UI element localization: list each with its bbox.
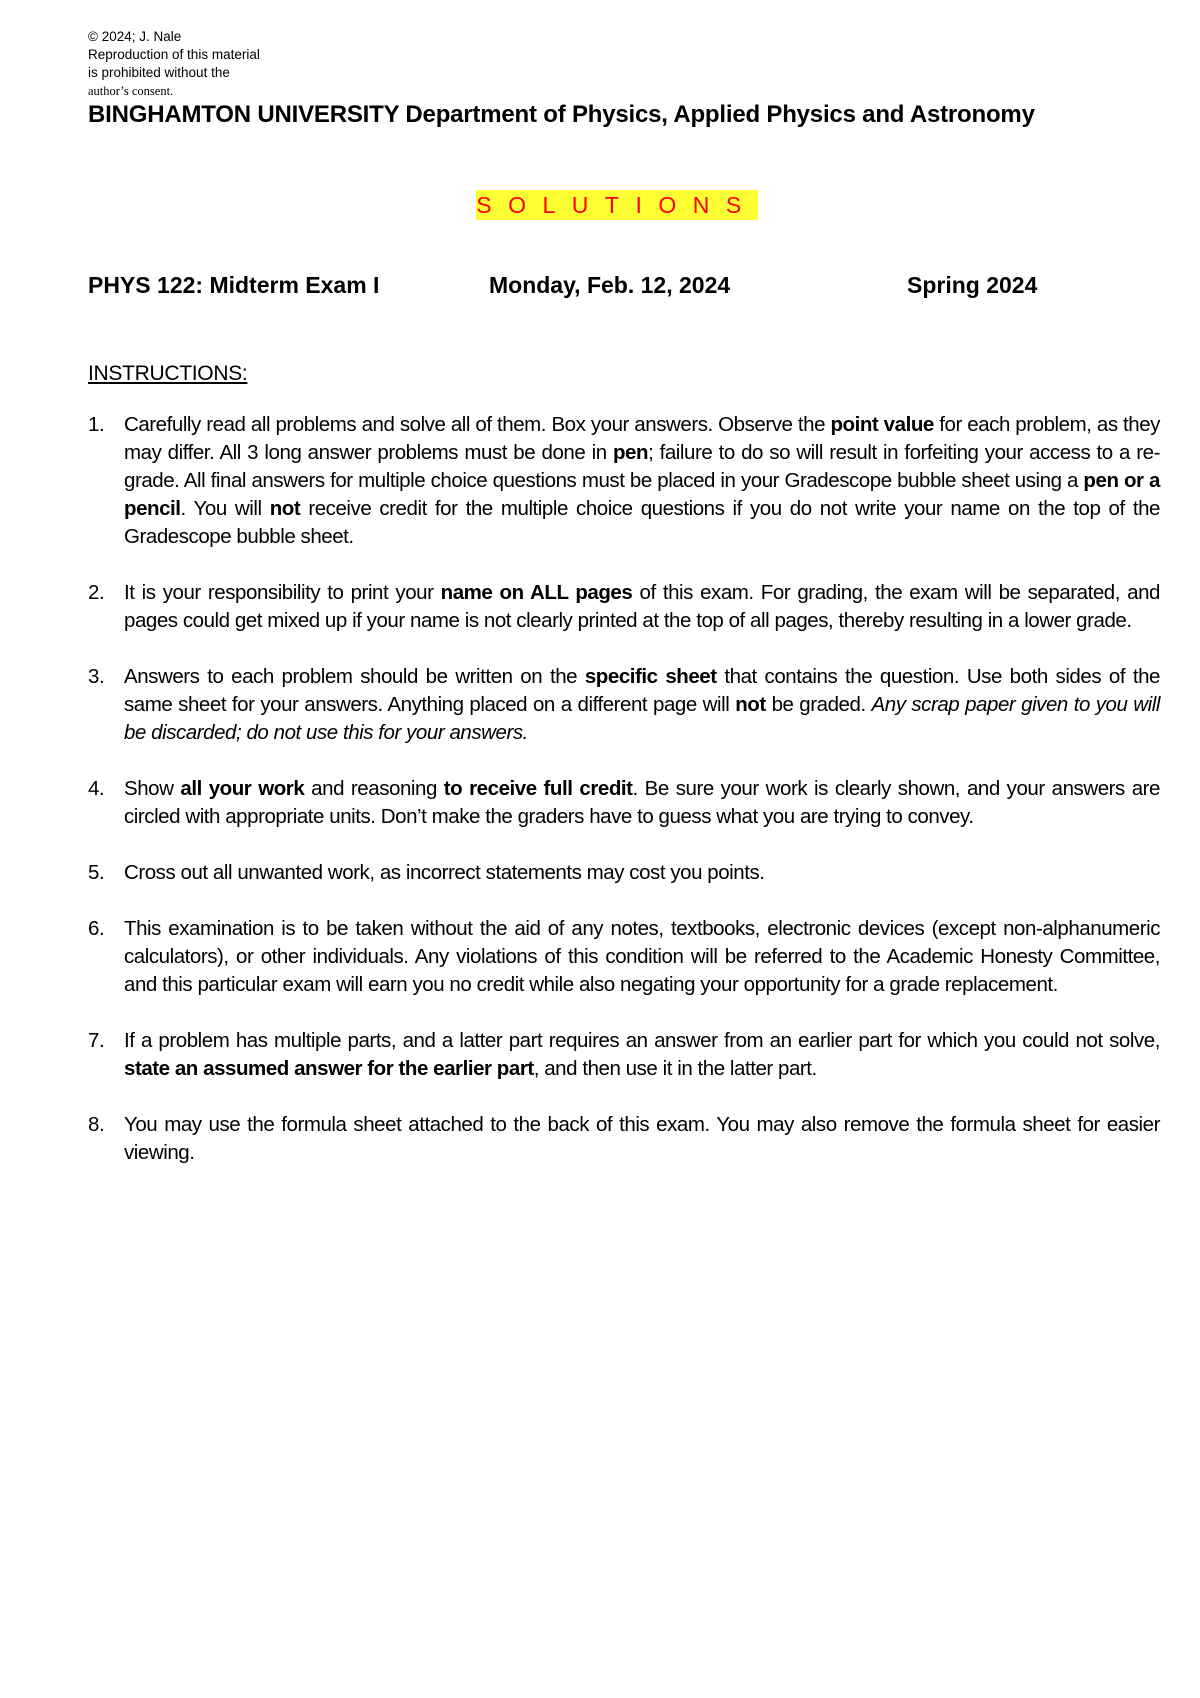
instruction-number: 4. xyxy=(88,777,105,800)
instruction-emphasis: pen or a pencil xyxy=(124,469,1160,520)
instruction-item xyxy=(88,859,1160,887)
instruction-item xyxy=(88,411,1160,551)
instruction-text: that contains the question. Use both sides of the same sheet for your answers. Anything placed on a different page will xyxy=(124,665,1160,716)
instruction-item xyxy=(88,1027,1160,1083)
instruction-text: This examination is to be taken without the aid of any notes, textbooks, electronic devices (except non-alphanumeric calculators), or other individuals. Any violations of this condition will be referred to the Academic Honesty Committee, and this particular exam will earn you no credit while also negating your opportunity for a grade replacement. xyxy=(124,917,1160,996)
instruction-item xyxy=(88,915,1160,999)
instruction-number: 5. xyxy=(88,861,105,884)
instruction-text: ; failure to do so will result in forfeiting your access to a re-grade. All final answers for multiple choice questions must be placed in your Gradescope bubble sheet using a xyxy=(124,441,1160,492)
instruction-number: 1. xyxy=(88,413,105,436)
instruction-text: of this exam. For grading, the exam will be separated, and pages could get mixed up if your name is not clearly printed at the top of all pages, thereby resulting in a lower grade. xyxy=(124,581,1161,632)
instruction-emphasis: specific sheet xyxy=(584,665,717,688)
instruction-text: and reasoning xyxy=(304,777,444,800)
instruction-emphasis: to receive full credit xyxy=(443,777,633,800)
instruction-emphasis: state an assumed answer for the earlier part xyxy=(124,1057,534,1080)
instruction-text: Answers to each problem should be written on the xyxy=(124,665,585,688)
instruction-number: 6. xyxy=(88,917,105,940)
instruction-emphasis: all your work xyxy=(180,777,305,800)
instruction-item xyxy=(88,1111,1160,1167)
solutions-banner xyxy=(0,192,1200,219)
instruction-text: be graded. xyxy=(765,693,872,716)
instruction-text: It is your responsibility to print your xyxy=(124,581,441,604)
instruction-number: 2. xyxy=(88,581,105,604)
instruction-text: Show xyxy=(124,777,181,800)
exam-date: Monday, Feb. 12, 2024 xyxy=(489,272,731,298)
copyright-line: © 2024; J. Nale xyxy=(88,29,182,44)
exam-term: Spring 2024 xyxy=(907,272,1038,298)
university-department-heading: BINGHAMTON UNIVERSITY Department of Physics, Applied Physics and Astronomy xyxy=(88,101,1035,128)
instruction-text: . Be sure your work is clearly shown, and your answers are circled with appropriate units. Don’t make the graders have to guess what you are trying to convey. xyxy=(124,777,1161,828)
instruction-text: Carefully read all problems and solve all of them. Box your answers. Observe the xyxy=(124,413,831,436)
instruction-emphasis: not xyxy=(269,497,301,520)
instruction-number: 8. xyxy=(88,1113,105,1136)
instructions-heading: INSTRUCTIONS: xyxy=(88,362,248,385)
instruction-text: Cross out all unwanted work, as incorrect statements may cost you points. xyxy=(124,861,765,884)
copyright-line: is prohibited without the xyxy=(88,65,230,80)
instruction-text: If a problem has multiple parts, and a latter part requires an answer from an earlier part for which you could not solve, xyxy=(124,1029,1160,1052)
instruction-item xyxy=(88,579,1160,635)
instruction-number: 3. xyxy=(88,665,105,688)
instruction-text: receive credit for the multiple choice questions if you do not write your name on the top of the Gradescope bubble sheet. xyxy=(124,497,1160,548)
instruction-text: . You will xyxy=(180,497,270,520)
instruction-emphasis: point value xyxy=(830,413,934,436)
instruction-item xyxy=(88,775,1160,831)
instruction-text: You may use the formula sheet attached to the back of this exam. You may also remove the formula sheet for easier viewing. xyxy=(124,1113,1160,1164)
course-title: PHYS 122: Midterm Exam I xyxy=(88,272,380,298)
copyright-line: author’s consent. xyxy=(88,84,174,98)
instruction-italic-note: Any scrap paper given to you will be discarded; do not use this for your answers. xyxy=(124,693,1160,744)
instruction-text: for each problem, as they may differ. All 3 long answer problems must be done in xyxy=(124,413,1160,464)
solutions-label: SOLUTIONS xyxy=(476,192,758,218)
copyright-notice xyxy=(88,28,260,100)
instruction-emphasis: name on ALL pages xyxy=(440,581,633,604)
instruction-item xyxy=(88,663,1160,747)
instruction-emphasis: pen xyxy=(612,441,649,464)
instructions-list xyxy=(88,411,1160,1195)
instruction-emphasis: not xyxy=(735,693,766,716)
copyright-line: Reproduction of this material xyxy=(88,47,260,62)
instruction-number: 7. xyxy=(88,1029,105,1052)
instruction-text: , and then use it in the latter part. xyxy=(533,1057,817,1080)
